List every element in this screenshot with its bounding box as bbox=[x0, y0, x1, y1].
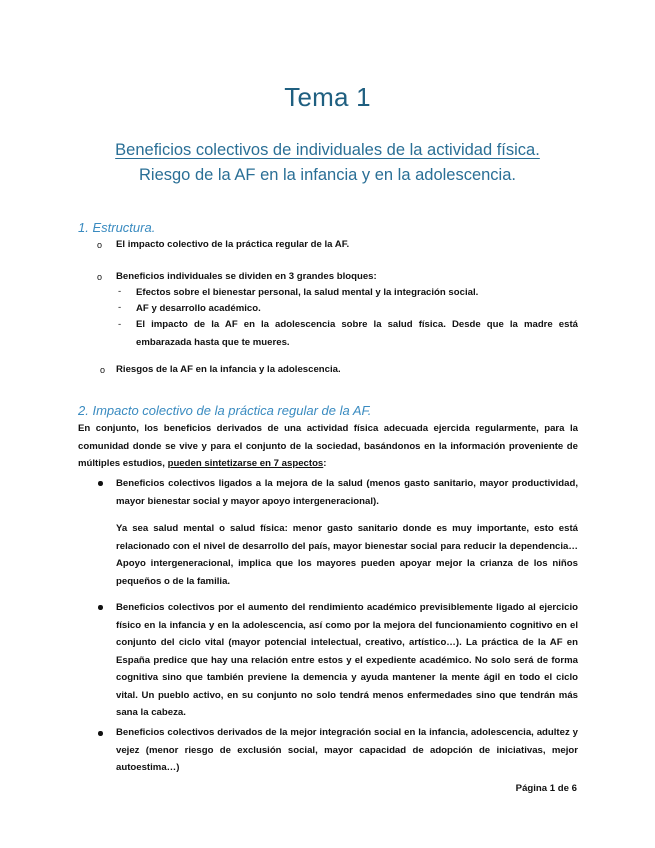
circle-bullet-icon: o bbox=[97, 272, 103, 282]
page-title: Tema 1 bbox=[284, 82, 371, 112]
section2-bullet-3: Beneficios colectivos derivados de la mejor integración social en la infancia, adolescencia, adultez y vejez (menor riesgo de exclusión social, mayor capacidad de adopción de iniciativas, mejor autoestima…) bbox=[116, 727, 578, 773]
bullet-dot-icon bbox=[98, 731, 103, 736]
subtitle-line-1: Beneficios colectivos de individuales de la actividad física. bbox=[115, 141, 540, 159]
intro-underlined: pueden sintetizarse en 7 aspectos bbox=[167, 458, 324, 469]
section1-subitem-1: Efectos sobre el bienestar personal, la salud mental y la integración social. bbox=[136, 287, 479, 298]
section1-subitem-3: El impacto de la AF en la adolescencia sobre la salud física. Desde que la madre está embarazada hasta que te mueres. bbox=[136, 319, 578, 348]
section2-bullet-1: Beneficios colectivos ligados a la mejora de la salud (menos gasto sanitario, mayor productividad, mayor bienestar social y mayor apoyo intergeneracional). bbox=[116, 478, 578, 507]
bullet-dot-icon bbox=[98, 481, 103, 486]
section1-item-2: Beneficios individuales se dividen en 3 grandes bloques: bbox=[116, 271, 377, 282]
page-footer: Página 1 de 6 bbox=[515, 783, 577, 794]
section2-bullet-1-detail: Ya sea salud mental o salud física: menor gasto sanitario donde es muy importante, esto está relacionado con el nivel de desarrollo del país, mayor bienestar social para reducir la dependencia… Apoyo intergeneracional, implica que los mayores pueden apoyar mejor la crianza de los niños pequeños o de la familia. bbox=[116, 523, 578, 587]
dash-bullet-icon: - bbox=[118, 319, 122, 330]
intro-end: : bbox=[323, 458, 327, 469]
section1-heading: 1. Estructura. bbox=[78, 220, 156, 235]
section2-heading: 2. Impacto colectivo de la práctica regular de la AF. bbox=[78, 403, 372, 418]
subtitle-line-2: Riesgo de la AF en la infancia y en la adolescencia. bbox=[139, 166, 516, 184]
circle-bullet-icon: o bbox=[100, 365, 106, 375]
dash-bullet-icon: - bbox=[118, 286, 122, 297]
section2-intro bbox=[78, 420, 578, 473]
section1-item-3: Riesgos de la AF en la infancia y la adolescencia. bbox=[116, 364, 341, 375]
section1-subitem-2: AF y desarrollo académico. bbox=[136, 303, 261, 314]
dash-bullet-icon: - bbox=[118, 302, 122, 313]
intro-text: En conjunto, los beneficios derivados de una actividad física adecuada ejercida regularmente, para la comunidad donde se vive y para el conjunto de la sociedad, basándonos en la información proveniente de múltiples estudios, bbox=[78, 423, 578, 469]
section1-item-1: El impacto colectivo de la práctica regular de la AF. bbox=[116, 239, 350, 250]
section2-bullet-2: Beneficios colectivos por el aumento del rendimiento académico previsiblemente ligado al ejercicio físico en la infancia y en la adolescencia, así como por la mejora del funcionamiento cognitivo en el conjunto del ciclo vital (mayor potencial intelectual, creativo, artístico…). La práctica de la AF en España predice que hay una relación entre estos y el expediente académico. No solo será de forma cognitiva sino que también previene la demencia y ayuda mantener la mente ágil en todo el ciclo vital. Un pueblo activo, en su conjunto no solo tendrá menos enfermedades sino que tendrán más sana la cabeza. bbox=[116, 602, 578, 718]
circle-bullet-icon: o bbox=[97, 240, 103, 250]
bullet-dot-icon bbox=[98, 605, 103, 610]
